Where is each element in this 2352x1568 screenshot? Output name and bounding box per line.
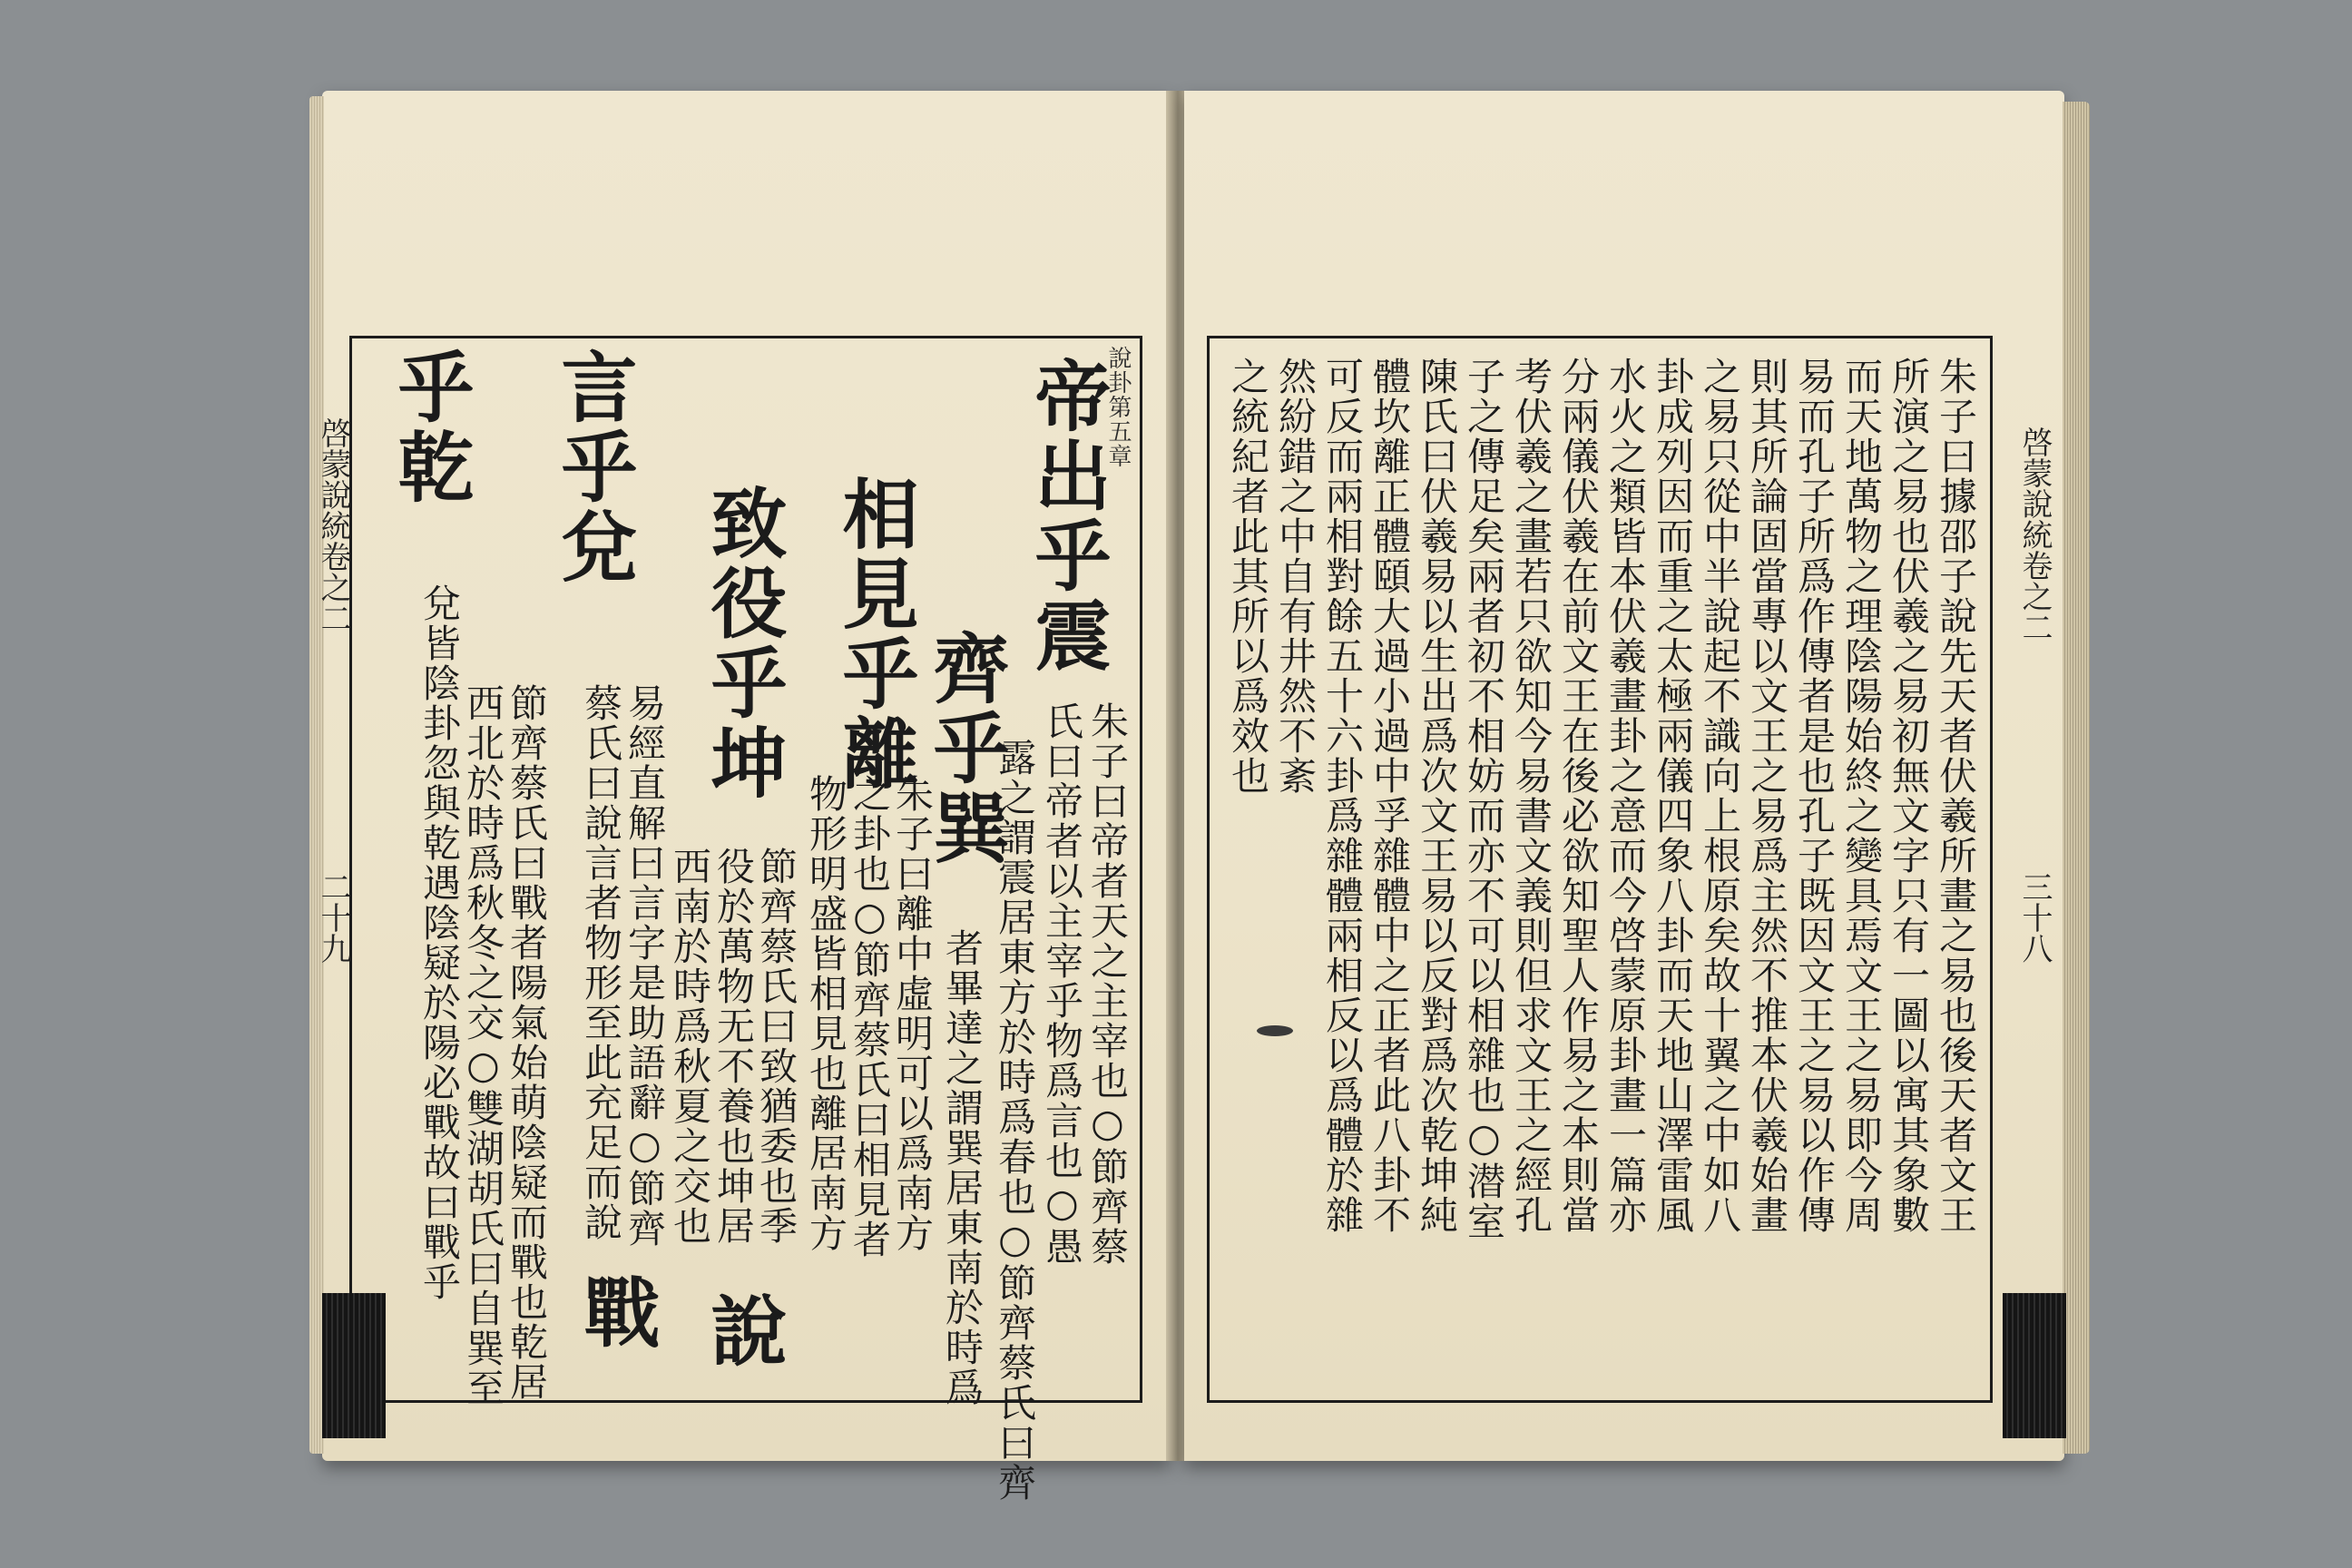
right-col-4: 易而孔子所爲作傳者是也孔子既因文王之易以作傳: [1792, 357, 1837, 1235]
main-text-1: 帝出乎震: [1023, 357, 1112, 676]
commentary-col-12: 蔡氏曰說言者物形至此充足而說: [579, 683, 623, 1242]
main-text-8: 乎乾: [386, 348, 475, 507]
commentary-col-14: 西北於時爲秋冬之交○雙湖胡氏曰自巽至: [461, 683, 505, 1408]
main-text-6: 言乎兌: [549, 348, 639, 587]
main-text-3: 相見乎離: [830, 475, 920, 794]
left-page-edges: [309, 96, 324, 1454]
commentary-col-13: 節齊蔡氏曰戰者陽氣始萌陰疑而戰也乾居: [505, 683, 549, 1402]
commentary-col-10: 西南於時爲秋夏之交也: [668, 847, 712, 1246]
commentary-col-3: 露之謂震居東方於時爲春也○節齊蔡氏曰齊: [993, 738, 1037, 1503]
right-col-16: 之統紀者此其所以爲效也: [1226, 357, 1270, 796]
right-col-10: 考伏羲之畫若只欲知今易書文義則但求文王之經孔: [1509, 357, 1553, 1235]
main-text-7: 戰: [572, 1273, 662, 1353]
commentary-col-11: 易經直解曰言字是助語辭○節齊: [622, 683, 667, 1249]
commentary-col-9: 役於萬物无不養也坤居: [711, 847, 756, 1246]
main-text-4: 致役乎坤: [699, 484, 789, 803]
commentary-col-15: 兌皆陰卦忽與乾遇陰疑於陽必戰故曰戰乎: [417, 583, 462, 1302]
right-col-11: 子之傳足矣兩者初不相妨而亦不可以相雜也○潜室: [1462, 357, 1506, 1241]
right-col-15: 然紛錯之中自有井然不紊: [1273, 357, 1318, 796]
right-col-12: 陳氏曰伏羲易以生出爲次文王易以反對爲次乾坤純: [1415, 357, 1459, 1235]
open-book: [315, 91, 2064, 1503]
binding-smudge-right: [2003, 1293, 2066, 1438]
left-running-head: 啓蒙說統卷之二: [315, 417, 351, 633]
commentary-col-4: 者畢達之謂巽居東南於時爲: [940, 928, 985, 1407]
right-col-2: 所演之易也伏羲之易初無文字只有一圖以寓其象數: [1886, 357, 1931, 1235]
commentary-col-8: 節齊蔡氏曰致猶委也季: [754, 847, 799, 1246]
right-col-9: 分兩儀伏羲在前文王在後必欲知聖人作易之本則當: [1556, 357, 1601, 1235]
commentary-col-5: 朱子曰離中虛明可以爲南方: [890, 774, 935, 1253]
binding-smudge-left: [322, 1293, 386, 1438]
commentary-col-2: 氏曰帝者以主宰乎物爲言也○愚: [1040, 701, 1084, 1267]
left-folio: 二十九: [315, 871, 351, 964]
main-text-5: 說: [699, 1291, 789, 1371]
right-running-head: 啓蒙說統卷之二: [2016, 426, 2053, 642]
right-col-7: 卦成列因而重之太極兩儀四象八卦而天地山澤雷風: [1651, 357, 1695, 1235]
right-col-3: 而天地萬物之理陰陽始終之變具焉文王之易即今周: [1839, 357, 1884, 1235]
right-col-1: 朱子曰據邵子說先天者伏羲所畫之易也後天者文王: [1934, 357, 1978, 1235]
right-text-frame: [1207, 336, 1993, 1403]
commentary-col-7: 物形明盛皆相見也離居南方: [804, 774, 848, 1253]
right-col-14: 可反而兩相對餘五十六卦爲雜體兩相反以爲體於雜: [1320, 357, 1365, 1235]
right-col-5: 則其所論固當專以文王之易爲主然不推本伏羲始畫: [1745, 357, 1789, 1235]
right-folio: 三十八: [2016, 871, 2053, 964]
right-col-13: 體坎離正體頤大過小過中孚雜體中之正者此八卦不: [1367, 357, 1412, 1235]
main-text-2: 齊乎巽: [921, 629, 1011, 868]
right-page: [1184, 91, 2064, 1461]
chapter-mark: 說卦第五章: [1104, 346, 1132, 468]
left-page: [315, 91, 1171, 1503]
right-page-edges: [2063, 102, 2090, 1454]
commentary-col-1: 朱子曰帝者天之主宰也○節齊蔡: [1085, 701, 1130, 1267]
right-col-8: 水火之類皆本伏羲畫卦之意而今啓蒙原卦畫一篇亦: [1603, 357, 1648, 1235]
right-col-6: 之易只從中半說起不識向上根原矣故十翼之中如八: [1698, 357, 1742, 1235]
ink-blot: [1257, 1025, 1293, 1036]
left-text-frame: [349, 336, 1142, 1503]
commentary-col-6: 之卦也○節齊蔡氏曰相見者: [848, 774, 892, 1259]
